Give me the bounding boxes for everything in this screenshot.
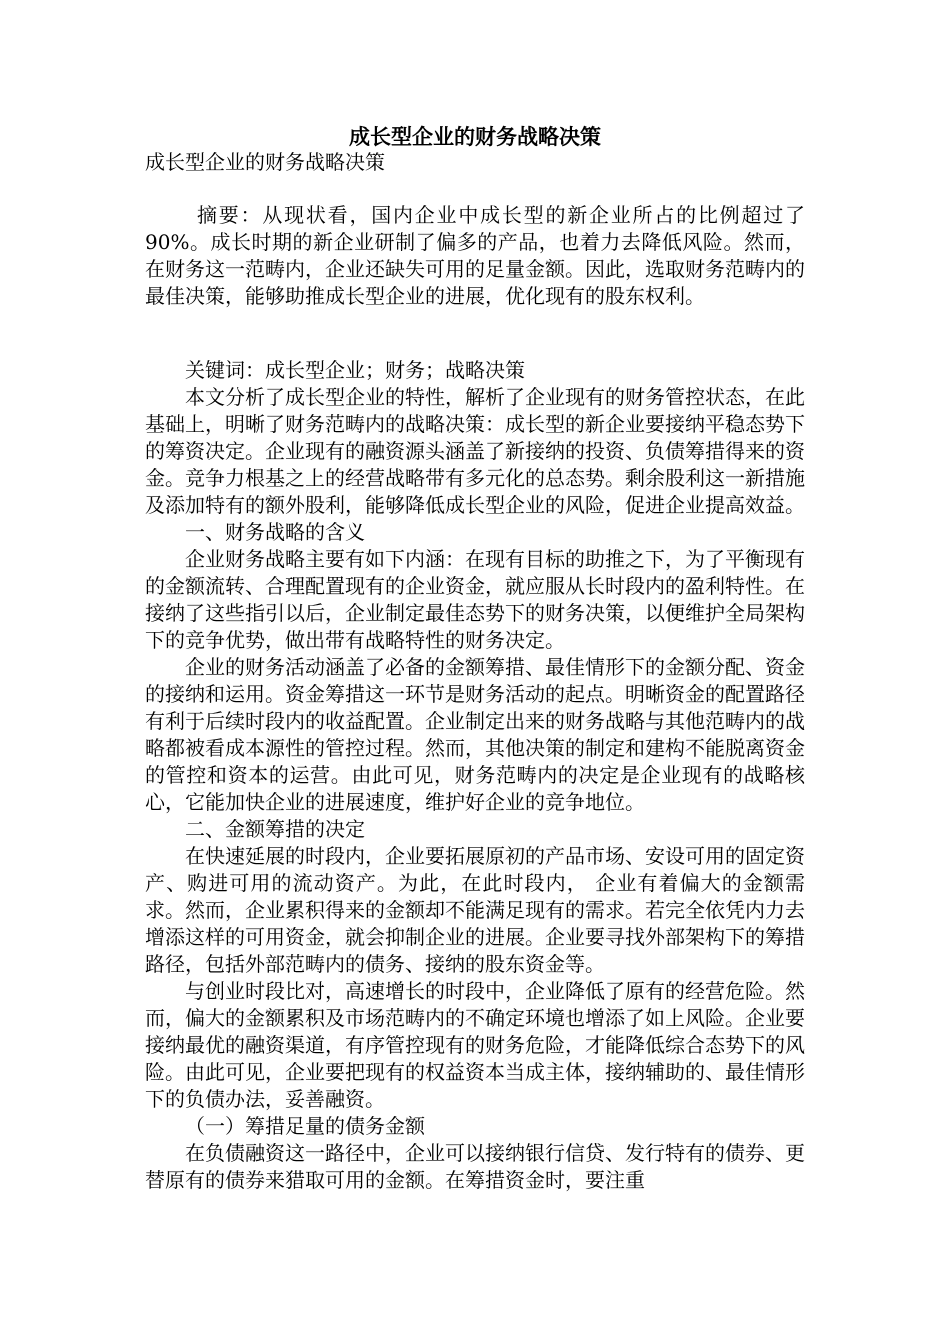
section-heading: 二、金额筹措的决定	[185, 817, 365, 841]
spacer	[145, 337, 805, 357]
section-heading: 一、财务战略的含义	[185, 520, 365, 544]
abstract-paragraph: 摘要：从现状看，国内企业中成长型的新企业所占的比例超过了 90%。成长时期的新企业研制了偏多的产品，也着力去降低风险。然而，在财务这一范畴内，企业还缺失可用的足量金额。因此，选取财务范畴内的最佳决策，能够助推成长型企业的进展，优化现有的股东权利。	[145, 203, 805, 308]
subsection-heading: （一）筹措足量的债务金额	[185, 1114, 425, 1138]
body-paragraph: 本文分析了成长型企业的特性，解析了企业现有的财务管控状态，在此基础上，明晰了财务范畴内的战略决策：成长型的新企业要接纳平稳态势下的筹资决定。企业现有的融资源头涵盖了新接纳的投资、负债筹措得来的资金。竞争力根基之上的经营战略带有多元化的总态势。剩余股利这一新措施及添加特有的额外股利，能够降低成长型企业的风险，促进企业提高效益。	[145, 385, 805, 517]
body-paragraph: 企业的财务活动涵盖了必备的金额筹措、最佳情形下的金额分配、资金的接纳和运用。资金筹措这一环节是财务活动的起点。明晰资金的配置路径有利于后续时段内的收益配置。企业制定出来的财务战略与其他范畴内的战略都被看成本源性的管控过程。然而，其他决策的制定和建构不能脱离资金的管控和资本的运营。由此可见，财务范畴内的决定是企业现有的战略核心，它能加快企业的进展速度，维护好企业的竞争地位。	[145, 655, 805, 814]
body-paragraph: 与创业时段比对，高速增长的时段中，企业降低了原有的经营危险。然而，偏大的金额累积及市场范畴内的不确定环境也增添了如上风险。企业要接纳最优的融资渠道，有序管控现有的财务危险，才能降低综合态势下的风险。由此可见，企业要把现有的权益资本当成主体，接纳辅助的、最佳情形下的负债办法，妥善融资。	[145, 979, 805, 1111]
keywords-line: 关键词：成长型企业；财务；战略决策	[185, 358, 525, 382]
document-subtitle: 成长型企业的财务战略决策	[145, 150, 385, 174]
body-paragraph: 在快速延展的时段内，企业要拓展原初的产品市场、安设可用的固定资产、购进可用的流动资产。为此，在此时段内， 企业有着偏大的金额需求。然而，企业累积得来的金额却不能满足现有的需求。若完全依凭内力去增添这样的可用资金，就会抑制企业的进展。企业要寻找外部架构下的筹措路径，包括外部范畴内的债务、接纳的股东资金等。	[145, 844, 805, 976]
body-paragraph: 在负债融资这一路径中，企业可以接纳银行信贷、发行特有的债券、更替原有的债券来猎取可用的金额。在筹措资金时，要注重	[145, 1141, 805, 1192]
spacer	[145, 310, 805, 337]
document-body	[145, 202, 805, 1194]
document-title: 成长型企业的财务战略决策	[349, 125, 601, 149]
body-paragraph: 企业财务战略主要有如下内涵：在现有目标的助推之下，为了平衡现有的金额流转、合理配置现有的企业资金，就应服从长时段内的盈利特性。在接纳了这些指引以后，企业制定最佳态势下的财务决策，以便维护全局架构下的竞争优势，做出带有战略特性的财务决定。	[145, 547, 805, 652]
